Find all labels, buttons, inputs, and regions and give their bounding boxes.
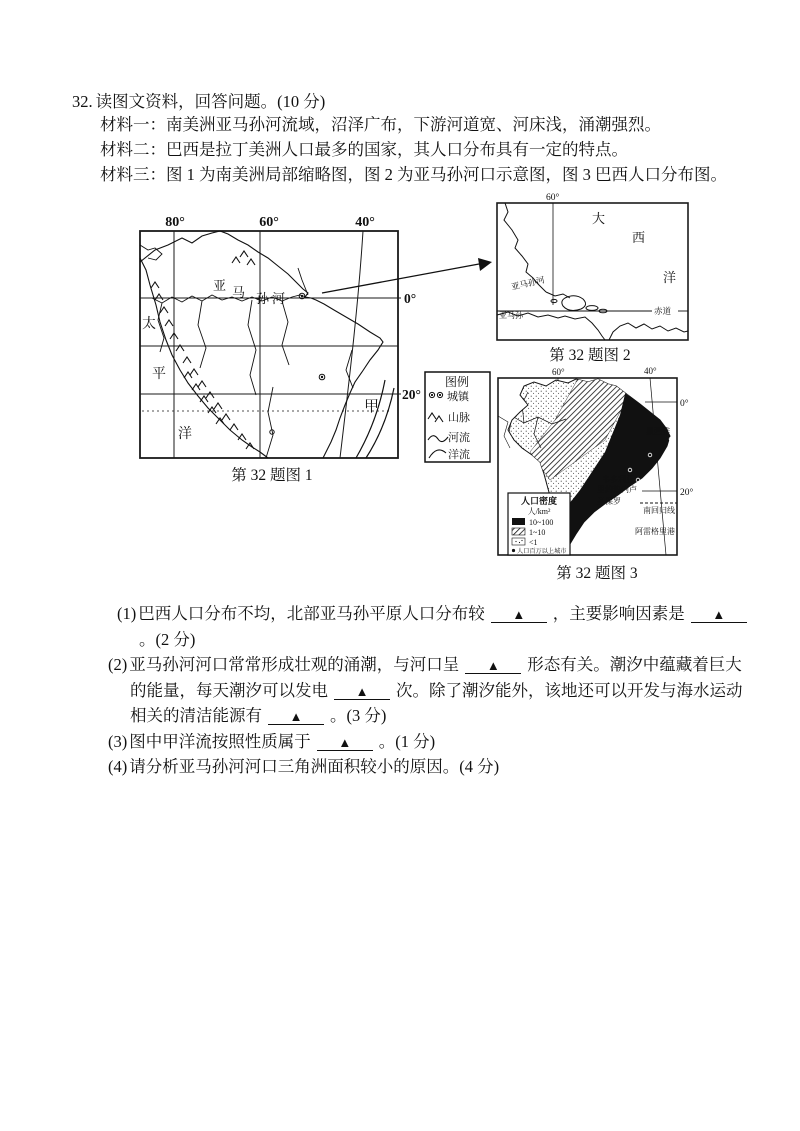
svg-text:大: 大	[592, 211, 606, 226]
material-2-label: 材料二：	[100, 140, 166, 159]
amazon-river-label	[213, 278, 285, 306]
material-1-label: 材料一：	[100, 115, 166, 134]
sao-paulo-label: 圣保罗	[597, 497, 621, 506]
marajo-island	[562, 296, 586, 311]
fig1-lat-0: 0°	[404, 291, 417, 306]
svg-text:太: 太	[142, 317, 156, 332]
question-2-text-a: 亚马孙河河口常常形成壮观的涌潮，与河口呈	[129, 655, 460, 674]
fig3-lat-20: 20°	[680, 488, 694, 498]
answer-blank: ▲	[491, 607, 547, 623]
question-3-text-b: 。(1 分)	[378, 731, 436, 751]
svg-text:平: 平	[152, 367, 166, 382]
rio-de-janeiro-label: 里约热内卢	[597, 485, 637, 494]
density-legend-title: 人口密度	[520, 496, 558, 506]
material-3-text: 图 1 为南美洲局部缩略图，图 2 为亚马孙河口示意图，图 3 巴西人口分布图。	[166, 165, 727, 184]
questions-block	[108, 601, 758, 780]
question-3	[108, 729, 758, 755]
swatch-high	[512, 518, 525, 525]
figure3-caption: 第 32 题图 3	[556, 565, 638, 582]
figure3-legend	[508, 493, 570, 555]
svg-text:孙: 孙	[256, 291, 270, 306]
fig2-lon-60: 60°	[546, 193, 560, 203]
swatch-mid	[512, 528, 525, 535]
svg-text:河: 河	[272, 291, 286, 306]
material-2-text: 巴西是拉丁美洲人口最多的国家，其人口分布具有一定的特点。	[166, 140, 628, 159]
material-3-label: 材料三：	[100, 165, 166, 184]
vitoria-label: 韦多利亚	[602, 475, 634, 484]
svg-text:洋: 洋	[178, 427, 192, 442]
figure2-map	[497, 192, 688, 364]
question-2	[108, 652, 758, 729]
question-3-text-a: 图中甲洋流按照性质属于	[129, 731, 311, 751]
equator-label: 赤道	[654, 306, 672, 316]
figure1-frame	[140, 231, 398, 458]
question-2-text-d: 。(3 分)	[330, 706, 387, 725]
pacific-ocean-label	[142, 315, 192, 442]
material-1-text: 南美洲亚马孙河流域，沼泽广布，下游河道宽、河床浅，涌潮强烈。	[166, 115, 661, 134]
figure3-map	[498, 366, 694, 582]
question-2-number: (2)	[108, 655, 128, 674]
legend-currents-label: 洋流	[448, 449, 470, 461]
atlantic-ocean-label	[592, 211, 676, 285]
recife-label: 累西腓	[646, 427, 670, 436]
figure1-map	[140, 215, 421, 484]
question-number: 32.	[72, 92, 93, 111]
svg-text:洋: 洋	[663, 270, 677, 285]
svg-text:亚: 亚	[213, 278, 227, 293]
svg-text:西: 西	[632, 230, 646, 245]
question-4	[108, 754, 758, 780]
andes-mountains-icon	[151, 251, 255, 449]
million-city-icon	[512, 549, 515, 552]
current-label-jia: 甲	[364, 399, 380, 415]
fig2-amazon-river-label: 亚马孙河	[510, 274, 546, 292]
question-4-text-a: 请分析亚马孙河河口三角洲面积较小的原因。(4 分)	[129, 757, 500, 776]
legend-rivers-label: 河流	[448, 432, 470, 444]
tropic-of-capricorn-label: 南回归线	[643, 506, 675, 515]
figure1-caption: 第 32 题图 1	[231, 467, 313, 484]
legend-mountains-label: 山脉	[448, 412, 470, 424]
density-class-mid: 1~10	[529, 528, 546, 537]
fig3-lon-60: 60°	[552, 367, 565, 377]
question-4-number: (4)	[108, 757, 128, 776]
fig1-lon-40: 40°	[355, 215, 375, 230]
arrow-connector-icon	[322, 258, 492, 293]
figure2-caption: 第 32 题图 2	[549, 347, 631, 364]
city-markers-icon	[270, 293, 325, 434]
svg-text:马: 马	[232, 285, 246, 300]
answer-blank: ▲	[334, 684, 390, 700]
question-3-number: (3)	[108, 731, 128, 751]
million-city-note: 人口百万以上城市	[517, 548, 567, 555]
legend-title: 图例	[444, 375, 470, 389]
question-title: 读图文资料，回答问题。(10 分)	[95, 92, 326, 111]
fig3-lon-40: 40°	[644, 366, 657, 376]
porto-alegre-label: 阿雷格里港	[635, 527, 675, 536]
question-1-number: (1)	[117, 604, 137, 623]
density-class-high: 10~100	[529, 518, 554, 527]
brazil-current	[356, 380, 394, 458]
question-1-text-c: 。(2 分)	[139, 629, 196, 649]
south-america-coastline	[140, 231, 383, 458]
answer-blank: ▲	[268, 709, 324, 725]
question-1-text-a: 巴西人口分布不均，北部亚马孙平原人口分布较	[138, 604, 485, 623]
fig3-lat-0: 0°	[680, 399, 689, 409]
answer-blank: ▲	[317, 735, 373, 751]
swatch-low	[512, 538, 525, 545]
question-1	[117, 601, 758, 652]
fig1-lat-20: 20°	[402, 387, 421, 402]
maps-figure	[60, 190, 760, 590]
density-legend-unit: 人/km²	[527, 507, 551, 516]
fig1-lon-60: 60°	[259, 215, 279, 230]
fig1-lon-80: 80°	[165, 215, 185, 230]
question-2-text-c: 次。除了潮汐能外，该地还可以开发与海水运动相关的清洁能源有	[130, 680, 743, 725]
legend-towns-label: 城镇	[447, 391, 469, 403]
fig2-amazon-corner-label: 亚马孙	[499, 311, 523, 320]
question-2-text-b: 形态有关。潮汐中蕴藏着巨大的能量，每天潮汐可以发电	[130, 655, 742, 700]
figure1-legend	[425, 372, 490, 462]
density-class-low: <1	[529, 538, 538, 547]
answer-blank: ▲	[691, 607, 747, 623]
answer-blank: ▲	[465, 658, 521, 674]
question-1-text-b: ，主要影响因素是	[552, 604, 685, 623]
